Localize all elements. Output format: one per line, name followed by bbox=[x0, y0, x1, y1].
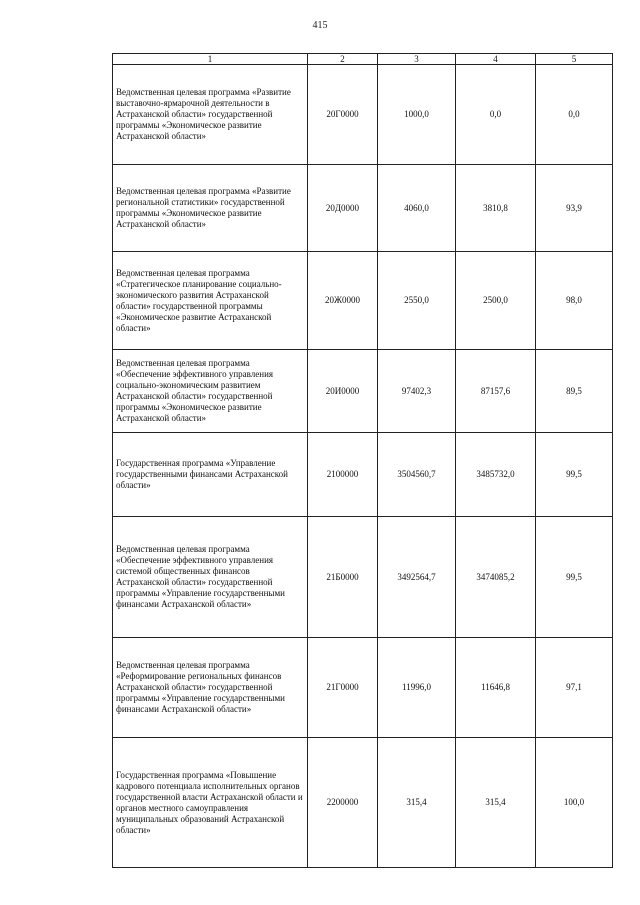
table-row bbox=[113, 738, 613, 868]
execution-percent: 89,5 bbox=[536, 350, 613, 433]
page-number: 415 bbox=[312, 20, 328, 31]
budget-table bbox=[112, 53, 613, 868]
actual-amount: 315,4 bbox=[456, 738, 536, 868]
program-name: Государственная программа «Повышение кадрового потенциала исполнительных органов государственной власти Астраханской области и органов местного самоуправления муниципальных образований Астраханской области» bbox=[113, 738, 308, 868]
actual-amount: 3810,8 bbox=[456, 165, 536, 252]
column-header-5: 5 bbox=[536, 54, 613, 65]
execution-percent: 99,5 bbox=[536, 517, 613, 638]
actual-amount: 87157,6 bbox=[456, 350, 536, 433]
planned-amount: 3492564,7 bbox=[378, 517, 456, 638]
column-header-2: 2 bbox=[308, 54, 378, 65]
table-row bbox=[113, 165, 613, 252]
table-row bbox=[113, 517, 613, 638]
program-code: 2100000 bbox=[308, 433, 378, 517]
table-header-row bbox=[113, 54, 613, 65]
program-name: Ведомственная целевая программа «Обеспечение эффективного управления социально-экономическим развитием Астраханской области» государственной программы «Экономическое развитие Астраханской области» bbox=[113, 350, 308, 433]
program-name: Ведомственная целевая программа «Развитие выставочно-ярмарочной деятельности в Астраханской области» государственной программы «Экономическое развитие Астраханской области» bbox=[113, 65, 308, 165]
program-name: Государственная программа «Управление государственными финансами Астраханской области» bbox=[113, 433, 308, 517]
actual-amount: 2500,0 bbox=[456, 252, 536, 350]
program-name: Ведомственная целевая программа «Стратегическое планирование социально-экономического развития Астраханской области» государственной программы «Экономическое развитие Астраханской области» bbox=[113, 252, 308, 350]
table-row bbox=[113, 433, 613, 517]
program-name: Ведомственная целевая программа «Реформирование региональных финансов Астраханской области» государственной программы «Управление государственными финансами Астраханской области» bbox=[113, 638, 308, 738]
execution-percent: 98,0 bbox=[536, 252, 613, 350]
program-code: 20Г0000 bbox=[308, 65, 378, 165]
actual-amount: 0,0 bbox=[456, 65, 536, 165]
execution-percent: 93,9 bbox=[536, 165, 613, 252]
table-row bbox=[113, 65, 613, 165]
table-row bbox=[113, 638, 613, 738]
column-header-3: 3 bbox=[378, 54, 456, 65]
table-row bbox=[113, 252, 613, 350]
planned-amount: 4060,0 bbox=[378, 165, 456, 252]
actual-amount: 3474085,2 bbox=[456, 517, 536, 638]
column-header-4: 4 bbox=[456, 54, 536, 65]
planned-amount: 2550,0 bbox=[378, 252, 456, 350]
program-code: 20Ж0000 bbox=[308, 252, 378, 350]
program-name: Ведомственная целевая программа «Развитие региональной статистики» государственной программы «Экономическое развитие Астраханской области» bbox=[113, 165, 308, 252]
program-code: 20И0000 bbox=[308, 350, 378, 433]
planned-amount: 1000,0 bbox=[378, 65, 456, 165]
program-code: 2200000 bbox=[308, 738, 378, 868]
column-header-1: 1 bbox=[113, 54, 308, 65]
program-code: 21Б0000 bbox=[308, 517, 378, 638]
program-name: Ведомственная целевая программа «Обеспечение эффективного управления системой общественных финансов Астраханской области» государственной программы «Управление государственными финансами Астраханской области» bbox=[113, 517, 308, 638]
execution-percent: 100,0 bbox=[536, 738, 613, 868]
actual-amount: 3485732,0 bbox=[456, 433, 536, 517]
actual-amount: 11646,8 bbox=[456, 638, 536, 738]
planned-amount: 97402,3 bbox=[378, 350, 456, 433]
planned-amount: 11996,0 bbox=[378, 638, 456, 738]
execution-percent: 99,5 bbox=[536, 433, 613, 517]
program-code: 20Д0000 bbox=[308, 165, 378, 252]
table-row bbox=[113, 350, 613, 433]
execution-percent: 97,1 bbox=[536, 638, 613, 738]
planned-amount: 3504560,7 bbox=[378, 433, 456, 517]
program-code: 21Г0000 bbox=[308, 638, 378, 738]
planned-amount: 315,4 bbox=[378, 738, 456, 868]
execution-percent: 0,0 bbox=[536, 65, 613, 165]
